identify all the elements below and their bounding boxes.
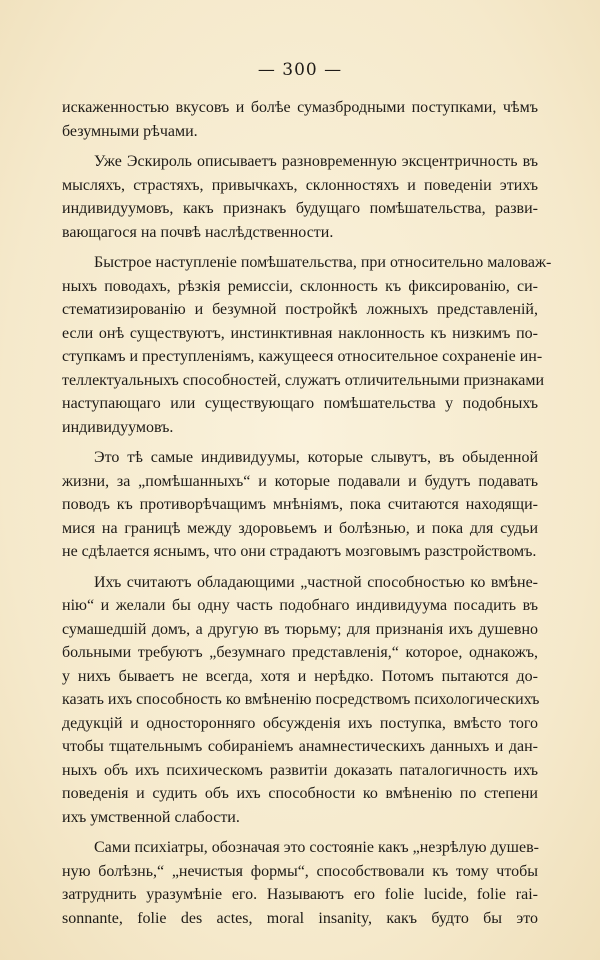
text-line: дедукцій и односторонняго обсужденія ихъ поступка, вмѣсто того <box>62 714 538 732</box>
text-line: искаженностью вкусовъ и болѣе сумазбродными поступками, чѣмъ <box>62 99 538 116</box>
text-line: ную болѣзнь,“ „нечистыя формы“, способствовали къ тому чтобы <box>62 862 538 880</box>
text-line: Быстрое наступленіе помѣшательства, при относительно маловаж- <box>94 254 552 271</box>
text-line: не сдѣлается яснымъ, что они страдаютъ мозговымъ разстройствомъ. <box>62 543 537 560</box>
text-line: индивидуумовъ. <box>62 418 174 436</box>
text-line: чтобы тщательнымъ собираніемъ анамнестическихъ данныхъ и дан- <box>62 738 538 755</box>
text-line: ныхъ объ ихъ психическомъ развитіи доказать паталогичность ихъ <box>62 761 538 779</box>
text-line: Это тѣ самые индивидуумы, которые слывутъ, въ обыденной <box>94 449 538 466</box>
text-line: индивидуумовъ, какъ признакъ будущаго помѣшательства, разви- <box>62 200 538 217</box>
text-line: затруднить уразумѣніе его. Называютъ его folie lucide, folie rai- <box>62 886 538 903</box>
text-line: у нихъ бываетъ не всегда, хотя и нерѣдко. Потомъ пытаются до- <box>62 667 538 685</box>
text-line: мысляхъ, страстяхъ, привычкахъ, склонностяхъ и поведеніи этихъ <box>62 176 538 194</box>
text-line: если онѣ существуютъ, инстинктивная наклонность къ низкимъ по- <box>62 324 538 342</box>
text-line: sonnante, folie des actes, moral insanity, какъ будто бы это <box>62 909 538 927</box>
text-line: нію“ и желали бы одну часть подобнаго индивидуума посадить въ <box>62 597 538 614</box>
text-line: Уже Эскироль описываетъ разновременную эксцентричность въ <box>94 153 538 170</box>
paragraph <box>62 571 538 830</box>
paragraph <box>62 836 538 930</box>
paragraph <box>62 96 538 143</box>
text-line: мися на границѣ между здоровьемъ и болѣзнью, и пока для судьи <box>62 519 538 537</box>
text-line: безумными рѣчами. <box>62 122 198 140</box>
text-line: наступающаго или существующаго помѣшательства у подобныхъ <box>62 395 538 412</box>
text-line: вающагося на почвѣ наслѣдственности. <box>62 223 334 241</box>
paragraph <box>62 251 552 439</box>
text-line: поводъ къ противорѣчащимъ мнѣніямъ, пока считаются находящи- <box>62 496 538 513</box>
text-line: ныхъ поводахъ, рѣзкія ремиссіи, склонность къ фиксированію, си- <box>62 277 538 295</box>
text-line: стематизированію и безумной постройкѣ ложныхъ представленій, <box>62 301 538 318</box>
paragraph <box>62 446 538 564</box>
text-line: теллектуальныхъ способностей, служатъ отличительными признаками <box>62 371 545 389</box>
text-line: сумашедшій домъ, а другую въ тюрьму; для признанія ихъ душевно <box>62 620 538 638</box>
paragraph <box>62 150 538 244</box>
text-line: Ихъ считаютъ обладающими „частной способностью ко вмѣне- <box>94 573 538 591</box>
text-line: казать ихъ способность ко вмѣненію посредствомъ психологическихъ <box>62 691 540 708</box>
text-line: ихъ умственной слабости. <box>62 808 240 826</box>
text-line: Сами психіатры, обозначая это состояніе какъ „незрѣлую душев- <box>94 839 539 856</box>
body-text <box>62 96 552 937</box>
text-line: жизни, за „помѣшанныхъ“ и которые подавали и будутъ подавать <box>62 472 538 490</box>
text-line: больными требуютъ „безумнаго представленія,“ которое, однакожъ, <box>62 644 538 661</box>
page-number: — 300 — <box>257 60 343 80</box>
text-line: поведенія и судить объ ихъ способности ко вмѣненію по степени <box>62 785 538 802</box>
text-line: ступкамъ и преступленіямъ, кажущееся относительное сохраненіе ин- <box>62 348 543 365</box>
